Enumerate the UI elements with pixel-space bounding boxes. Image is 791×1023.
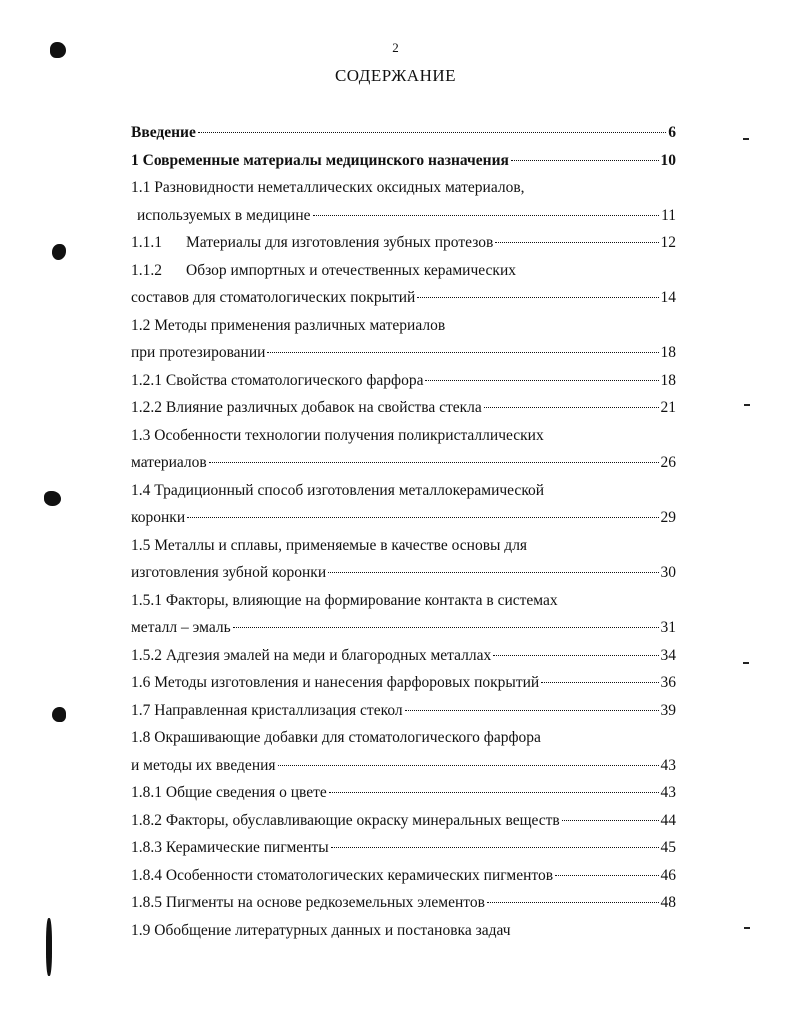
toc-entry-page: 14 — [660, 289, 676, 306]
toc-entry-text: при протезировании — [131, 344, 266, 361]
toc-entry-text: 1.9 Обобщение литературных данных и постановка задач — [131, 921, 511, 939]
toc-entry-page: 6 — [668, 124, 676, 141]
toc-entry-text: Введение — [131, 124, 196, 141]
toc-entry-text: коронки — [131, 509, 186, 526]
toc-leader — [331, 847, 659, 848]
toc-leader — [278, 765, 659, 766]
toc-entry — [131, 587, 676, 615]
toc-leader — [313, 215, 660, 216]
toc-entry — [131, 477, 676, 505]
toc-entry-text: 1.6 Методы изготовления и нанесения фарфоровых покрытий — [131, 674, 540, 691]
toc-entry-page: 18 — [660, 371, 676, 389]
toc-entry — [131, 559, 676, 587]
toc-entry — [131, 229, 676, 257]
scan-speck — [52, 244, 66, 260]
toc-entry-page: 30 — [660, 564, 676, 581]
page-number: 2 — [392, 40, 399, 55]
toc-entry — [131, 532, 676, 560]
scan-speck — [744, 927, 750, 929]
toc-entry-text: изготовления зубной коронки — [131, 564, 327, 581]
toc-leader — [511, 160, 659, 161]
toc-entry-text: Материалы для изготовления зубных протезов — [186, 234, 494, 251]
toc-entry — [131, 257, 676, 285]
toc-entry-text: 1.3 Особенности технологии получения поликристаллических — [131, 426, 544, 444]
toc-entry — [131, 367, 676, 395]
toc-entry-page: 46 — [660, 866, 676, 884]
toc-entry — [131, 504, 676, 532]
toc-entry — [131, 339, 676, 367]
toc-entry-text: составов для стоматологических покрытий — [131, 289, 416, 306]
toc-entry-text: металл – эмаль — [131, 619, 231, 636]
toc-entry — [131, 449, 676, 477]
table-of-contents — [131, 119, 676, 944]
scan-speck — [46, 918, 52, 976]
toc-leader — [328, 572, 658, 573]
toc-leader — [209, 462, 659, 463]
toc-entry-page: 10 — [660, 151, 676, 169]
toc-leader — [329, 792, 659, 793]
toc-entry-page: 34 — [660, 646, 676, 664]
toc-leader — [493, 655, 658, 656]
toc-entry-text: и методы их введения — [131, 756, 276, 774]
page-title: СОДЕРЖАНИЕ — [334, 66, 457, 85]
toc-entry-page: 31 — [660, 619, 676, 636]
toc-entry-page: 48 — [660, 894, 676, 911]
scan-speck — [743, 662, 749, 664]
toc-entry — [131, 119, 676, 147]
toc-entry-text: используемых в медицине — [137, 206, 311, 224]
toc-entry — [131, 669, 676, 697]
toc-entry — [131, 614, 676, 642]
toc-leader — [495, 242, 658, 243]
toc-entry-page: 18 — [660, 344, 676, 361]
toc-entry — [131, 752, 676, 780]
toc-entry — [131, 779, 676, 807]
toc-entry-page: 43 — [660, 756, 676, 774]
toc-entry — [131, 312, 676, 340]
toc-entry — [131, 724, 676, 752]
toc-entry-text: 1.5.2 Адгезия эмалей на меди и благородных металлах — [131, 646, 492, 664]
scan-speck — [44, 491, 61, 506]
toc-entry — [131, 394, 676, 422]
toc-leader — [405, 710, 659, 711]
toc-entry-text: 1.7 Направленная кристаллизация стекол — [131, 701, 403, 719]
toc-entry — [131, 202, 676, 230]
toc-entry-text: 1.8 Окрашивающие добавки для стоматологического фарфора — [131, 729, 541, 746]
toc-entry — [131, 174, 676, 202]
toc-entry-text: Обзор импортных и отечественных керамических — [186, 261, 516, 279]
toc-entry — [131, 834, 676, 862]
toc-entry-text: 1.5.1 Факторы, влияющие на формирование контакта в системах — [131, 591, 558, 609]
toc-entry-text: 1.8.1 Общие сведения о цвете — [131, 784, 327, 801]
toc-entry-text: 1 Современные материалы медицинского назначения — [131, 151, 509, 169]
toc-leader — [541, 682, 658, 683]
toc-entry-page: 39 — [660, 701, 676, 719]
toc-entry-page: 44 — [660, 811, 676, 829]
toc-entry-page: 45 — [660, 839, 676, 856]
toc-entry-text: 1.1 Разновидности неметаллических оксидных материалов, — [131, 179, 525, 196]
toc-entry-text: 1.2.2 Влияние различных добавок на свойства стекла — [131, 399, 482, 416]
toc-entry — [131, 889, 676, 917]
toc-entry — [131, 642, 676, 670]
toc-entry-text: 1.8.4 Особенности стоматологических керамических пигментов — [131, 866, 554, 884]
toc-entry-text: 1.8.3 Керамические пигменты — [131, 839, 329, 856]
toc-leader — [233, 627, 659, 628]
toc-leader — [425, 380, 658, 381]
toc-leader — [267, 352, 658, 353]
toc-entry — [131, 697, 676, 725]
toc-leader — [187, 517, 658, 518]
toc-entry-page: 26 — [660, 454, 676, 471]
toc-entry-number: 1.1.1 — [131, 234, 162, 251]
scan-speck — [743, 138, 749, 140]
toc-leader — [484, 407, 659, 408]
toc-entry — [131, 284, 676, 312]
toc-entry — [131, 917, 676, 945]
toc-leader — [487, 902, 659, 903]
toc-leader — [198, 132, 666, 133]
toc-entry-number: 1.1.2 — [131, 261, 162, 279]
toc-entry — [131, 862, 676, 890]
toc-entry-page: 29 — [660, 509, 676, 526]
toc-entry-page: 11 — [661, 206, 676, 224]
toc-entry-page: 12 — [660, 234, 676, 251]
toc-entry-text: 1.2.1 Свойства стоматологического фарфора — [131, 371, 424, 389]
scan-speck — [52, 707, 66, 722]
toc-entry-text: 1.5 Металлы и сплавы, применяемые в качестве основы для — [131, 536, 528, 554]
toc-entry-page: 36 — [660, 674, 676, 691]
scan-speck — [744, 404, 750, 406]
toc-leader — [562, 820, 659, 821]
toc-entry-page: 43 — [660, 784, 676, 801]
toc-entry — [131, 807, 676, 835]
toc-entry — [131, 422, 676, 450]
scan-speck — [50, 42, 66, 58]
toc-leader — [417, 297, 658, 298]
toc-entry-text: 1.8.5 Пигменты на основе редкоземельных элементов — [131, 894, 485, 911]
toc-entry-text: 1.4 Традиционный способ изготовления металлокерамической — [131, 481, 545, 499]
toc-entry — [131, 147, 676, 175]
toc-entry-text: 1.2 Методы применения различных материалов — [131, 316, 446, 334]
toc-entry-text: материалов — [131, 454, 207, 471]
toc-leader — [555, 875, 658, 876]
toc-entry-page: 21 — [660, 399, 676, 416]
toc-entry-text: 1.8.2 Факторы, обуславливающие окраску минеральных веществ — [131, 811, 560, 829]
